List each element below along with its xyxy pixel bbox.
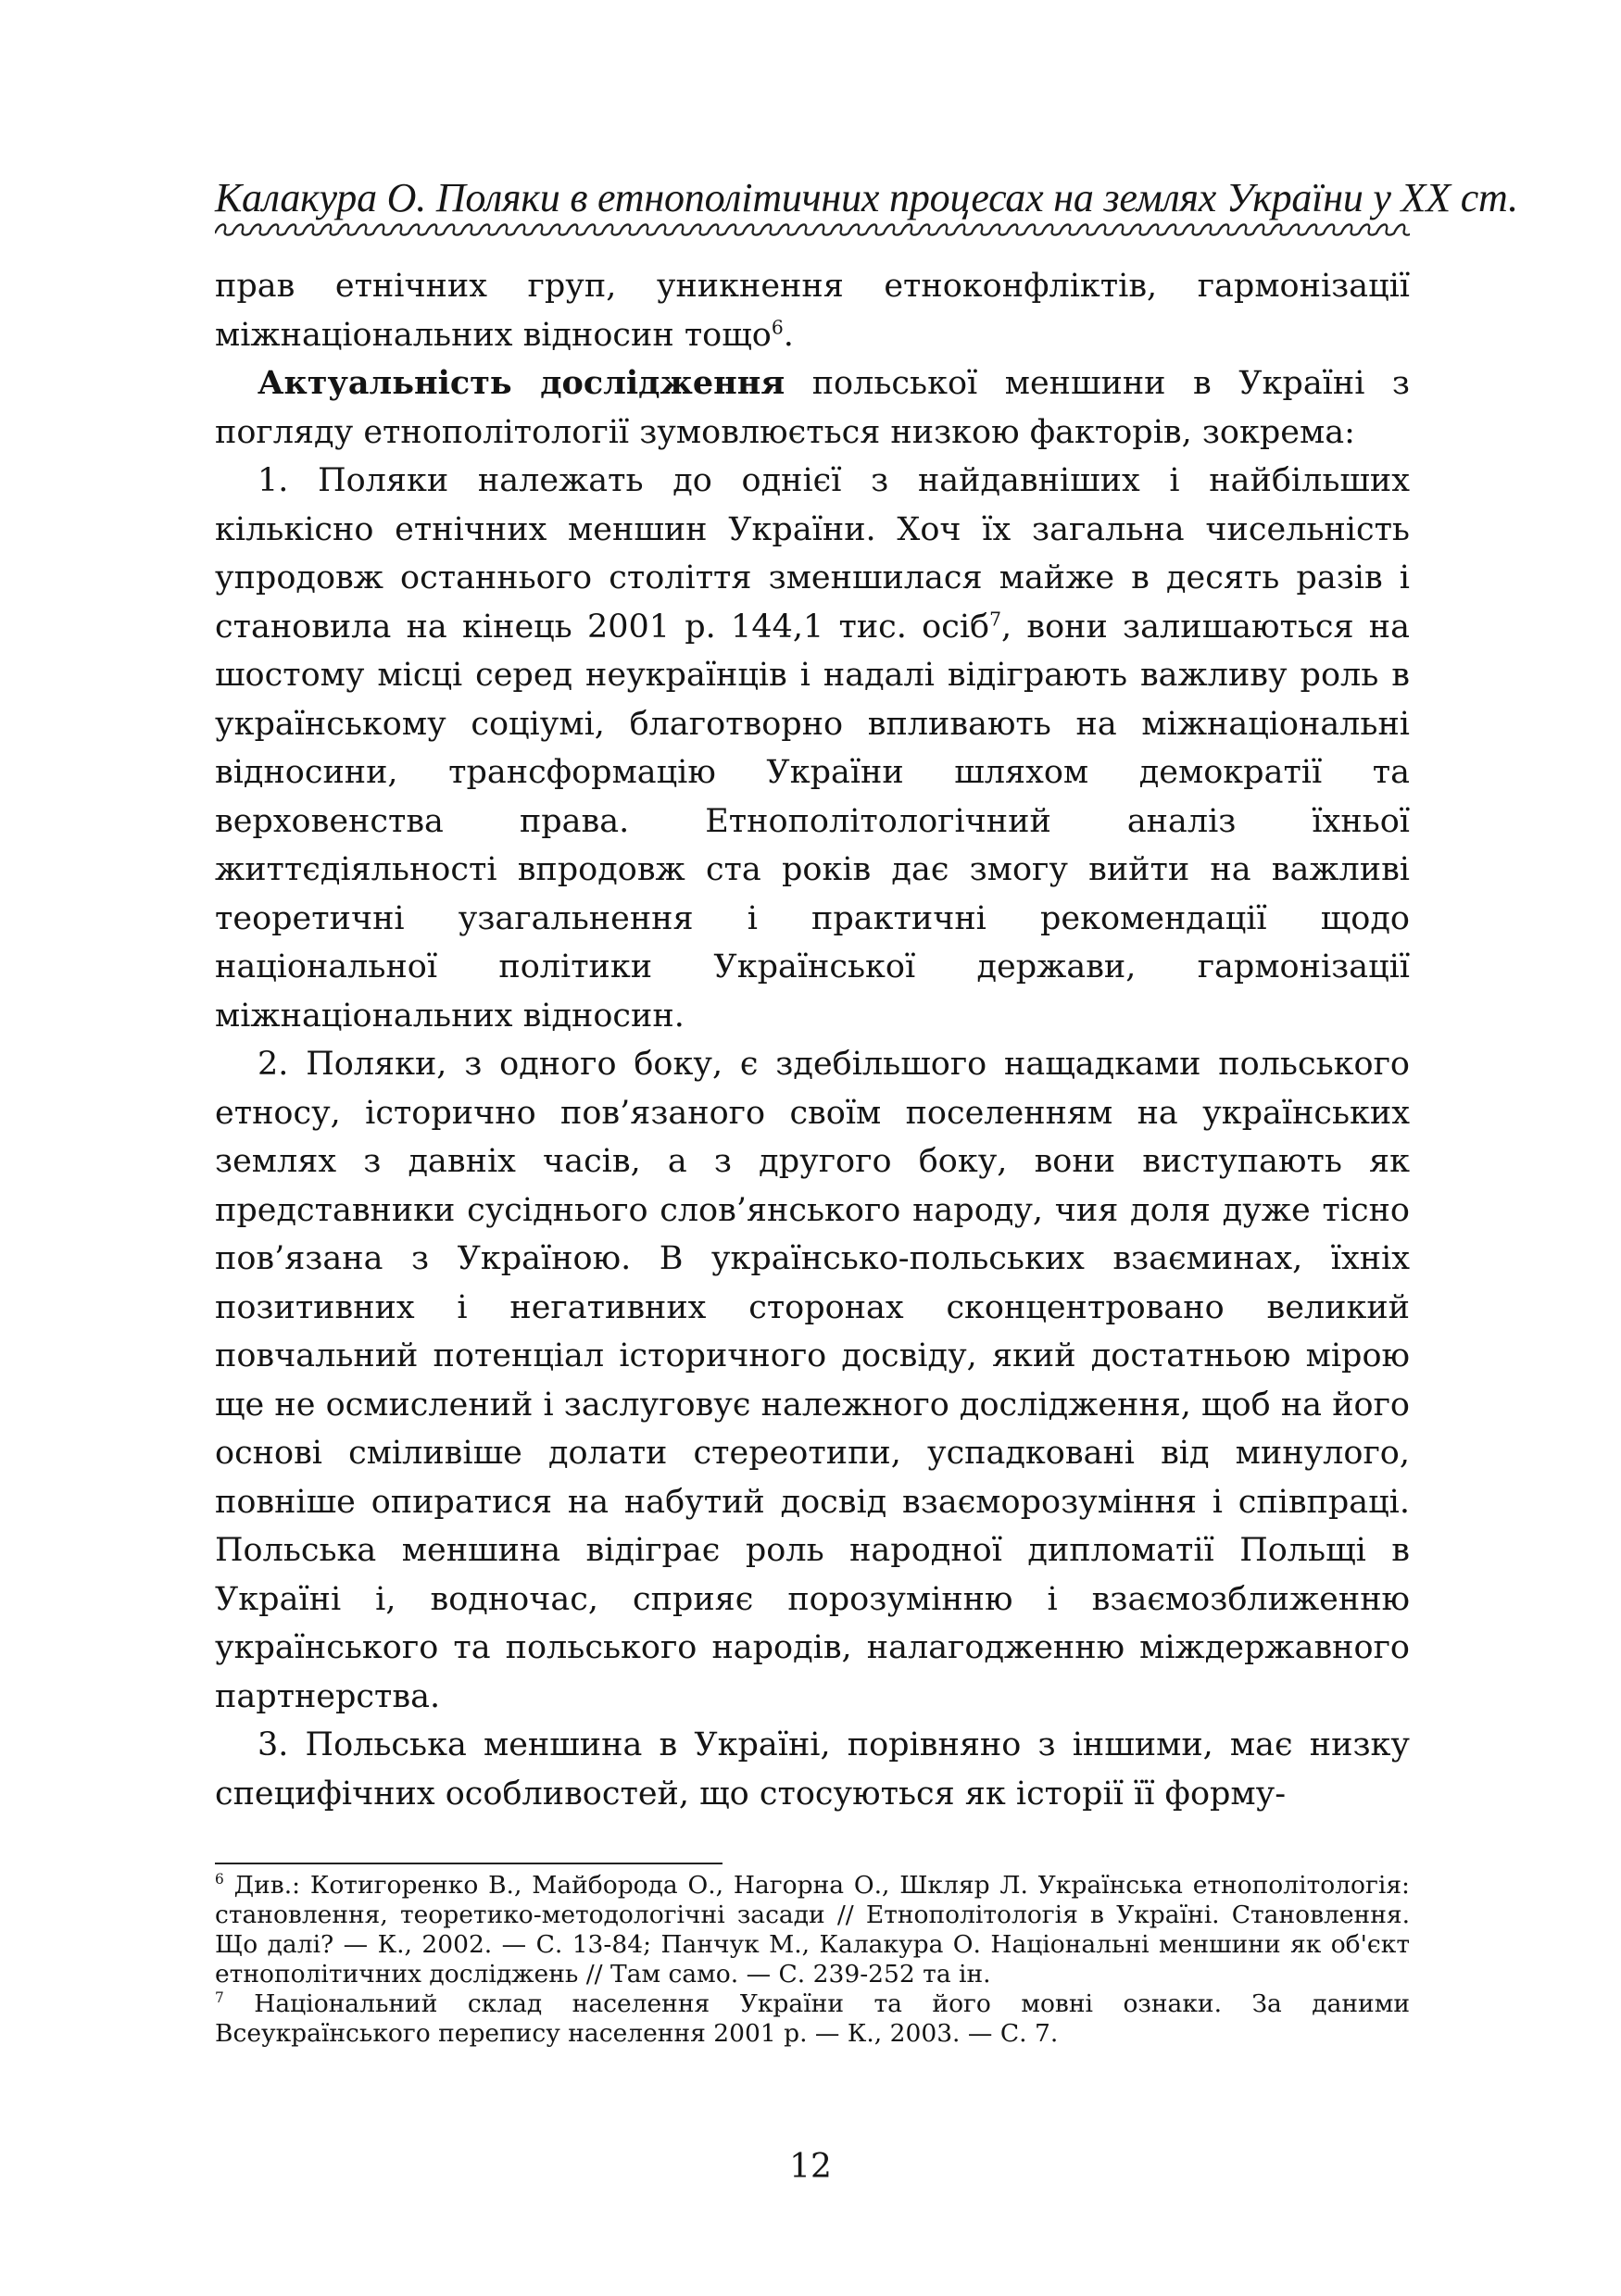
page-number: 12: [789, 2148, 832, 2186]
paragraph: 1. Поляки належать до однієї з найдавніших і найбільших кількісно етнічних меншин України. Хоч їх загальна чисельність упродовж останнього століття зменшилася майже в десять разів і становила на кінець 2001 р. 144,1 тис. осіб$^7$, вони залишаються на шостому місці серед неукраїнців і надалі відіграють важливу роль в українському соціумі, благотворно впливають на міжнаціональні відносини, трансформацію України шляхом демократії та верховенства права. Етнополітологічний аналіз їхньої життєдіяльності впродовж ста років дає змогу вийти на важливі теоретичні узагальнення і практичні рекомендації щодо національної політики Української держави, гармонізації міжнаціональних відносин.: [215, 462, 1410, 1035]
footnote-ref[interactable]: 7: [989, 607, 1002, 630]
footnote: $^6$ Див.: Котигоренко В., Майборода О., Нагорна О., Шкляр Л. Українська етнополітологія: становлення, теоретико-методологічні засади // Етнополітологія в Україні. Становлення. Що далі? — К., 2002. — С. 13-84; Панчук М., Калакура О. Національні меншини як об'єкт етнополітичних досліджень // Там само. — С. 239-252 та ін.: [215, 1871, 1410, 1989]
footnote: $^7$ Національний склад населення України та його мовні ознаки. За даними Всеукраїнського перепису населення 2001 р. — К., 2003. — С. 7.: [215, 1989, 1410, 2048]
footnote-separator: [215, 1863, 723, 1864]
footnote-number: 6: [215, 1871, 224, 1888]
running-head: Калакура О. Поляки в етнополітичних процесах на землях України у ХХ ст.: [215, 175, 1518, 220]
footnote-ref[interactable]: 6: [771, 315, 784, 338]
paragraph: прав етнічних груп, уникнення етноконфліктів, гармонізації міжнаціональних відносин тощо$^6$.: [215, 268, 1410, 354]
bold-lead: Актуальність дослідження: [258, 364, 785, 402]
footnote-number: 7: [215, 1989, 224, 2007]
main-text: [215, 262, 1410, 1818]
paragraph: 2. Поляки, з одного боку, є здебільшого нащадками польського етносу, історично пов’язаного своїм поселенням на українських землях з давніх часів, а з другого боку, вони виступають як представники сусіднього слов’янського народу, чия доля дуже тісно пов’язана з Україною. В українсько-польських взаєминах, їхніх позитивних і негативних сторонах сконцентровано великий повчальний потенціал історичного досвіду, який достатньою мірою ще не осмислений і заслуговує належного дослідження, щоб на його основі сміливіше долати стереотипи, успадковані від минулого, повніше опиратися на набутий досвід взаєморозуміння і співпраці. Польська меншина відіграє роль народної дипломатії Польщі в Україні і, водночас, сприяє порозумінню і взаємозближенню українського та польського народів, налагодженню міждержавного партнерства.: [215, 1046, 1410, 1715]
paragraph: Актуальність дослідження польської меншини в Україні з погляду етнополітології зумовлюється низкою факторів, зокрема:: [215, 364, 1410, 451]
ornament-rule: [215, 220, 1410, 239]
paragraph: 3. Польська меншина в Україні, порівняно з іншими, має низку специфічних особливостей, що стосуються як історії її форму-: [215, 1726, 1410, 1813]
footnotes: [215, 1871, 1410, 2049]
